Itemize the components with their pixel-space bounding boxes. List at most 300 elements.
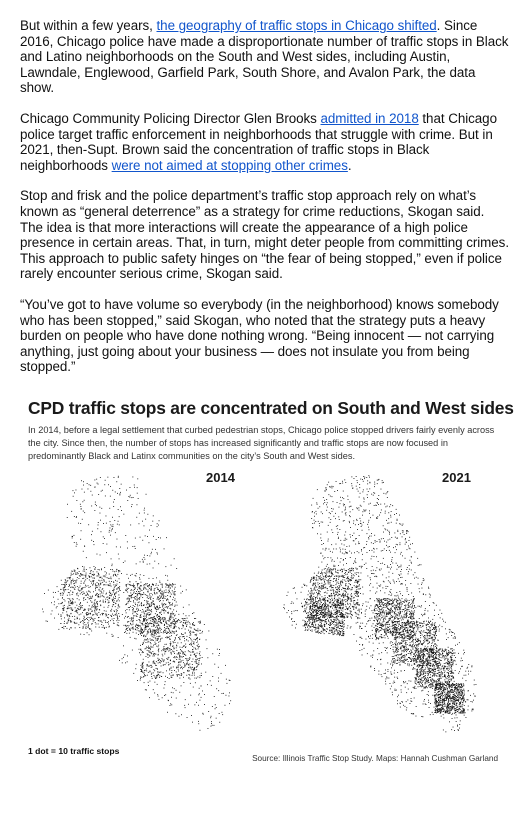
map-dot (138, 625, 139, 626)
map-dot (90, 586, 91, 587)
map-dot (317, 589, 318, 590)
map-dot (226, 679, 227, 680)
map-dot (173, 692, 174, 693)
map-dot (175, 598, 176, 599)
map-dot (137, 487, 138, 488)
map-dot (158, 651, 159, 652)
map-dot (442, 666, 443, 667)
map-dot (195, 648, 196, 649)
map-dot (433, 648, 434, 649)
paragraph-2-text-c: . (347, 157, 352, 173)
map-dot (430, 632, 431, 633)
map-dot (174, 594, 175, 595)
map-dot (64, 599, 65, 600)
map-dot (182, 591, 183, 592)
map-dot (415, 655, 416, 656)
map-dot (141, 650, 142, 651)
map-dot (157, 627, 158, 628)
map-dot (115, 586, 116, 587)
map-dot (119, 600, 120, 601)
map-dot (189, 651, 190, 652)
map-dot (332, 623, 333, 624)
map-dot (428, 671, 429, 672)
map-dot (180, 639, 181, 640)
map-dot (404, 625, 405, 626)
map-dot (152, 678, 153, 679)
map-dot (420, 668, 421, 669)
map-dot (176, 667, 177, 668)
map-dot (352, 578, 353, 579)
map-dot (144, 629, 145, 630)
map-dot (71, 583, 72, 584)
map-dot (83, 623, 84, 624)
map-dot (221, 673, 222, 674)
map-dot (95, 603, 96, 604)
map-dot (291, 601, 292, 602)
paragraph-2-text-b: that Chicago police target traffic enforcement in neighborhoods that struggle with crime. But in 2021, then-Supt. Brown said the concentration of traffic stops in Black neighborhoods (20, 110, 497, 173)
map-dot (165, 587, 166, 588)
map-dot (154, 622, 155, 623)
map-dot (185, 622, 186, 623)
map-dot (438, 626, 439, 627)
map-dot (348, 599, 349, 600)
map-dot (112, 634, 113, 635)
link-not-aimed-at-crimes[interactable]: were not aimed at stopping other crimes (111, 157, 348, 173)
map-dot (333, 549, 334, 550)
map-dot (84, 500, 85, 501)
map-dot (125, 625, 126, 626)
map-dot (410, 548, 411, 549)
map-dot (310, 582, 311, 583)
map-dot (312, 608, 313, 609)
map-dot (86, 573, 87, 574)
map-dot (439, 691, 440, 692)
map-dot (420, 685, 421, 686)
map-dot (132, 613, 133, 614)
map-dot (102, 595, 103, 596)
map-dot (171, 697, 172, 698)
map-dot (360, 637, 361, 638)
map-dot (103, 613, 104, 614)
map-dot (337, 603, 338, 604)
map-dot (85, 619, 86, 620)
map-dot (166, 592, 167, 593)
map-dot (440, 709, 441, 710)
map-dot (396, 642, 397, 643)
map-dot (397, 609, 398, 610)
map-dot (76, 517, 77, 518)
map-dot (84, 571, 85, 572)
map-dot (81, 607, 82, 608)
map-dot (71, 613, 72, 614)
map-dot (376, 615, 377, 616)
map-dot (200, 630, 201, 631)
map-dot (199, 639, 200, 640)
map-dot (309, 600, 310, 601)
map-dot (336, 601, 337, 602)
map-dot (157, 625, 158, 626)
map-dot (197, 677, 198, 678)
map-dot (95, 609, 96, 610)
map-dot (451, 701, 452, 702)
map-dot (125, 535, 126, 536)
map-dot (448, 650, 449, 651)
map-dot (87, 602, 88, 603)
map-dot (158, 638, 159, 639)
map-dot (71, 511, 72, 512)
map-dot (452, 632, 453, 633)
map-dot (153, 601, 154, 602)
map-dot (185, 644, 186, 645)
map-dot (447, 676, 448, 677)
map-dot (70, 600, 71, 601)
map-dot (141, 623, 142, 624)
map-dot (135, 538, 136, 539)
map-dot (124, 632, 125, 633)
map-dot (428, 624, 429, 625)
map-dot (173, 661, 174, 662)
map-dot (76, 581, 77, 582)
map-dot (444, 666, 445, 667)
map-dot (126, 584, 127, 585)
map-dot (411, 599, 412, 600)
map-dot (196, 660, 197, 661)
map-dot (423, 658, 424, 659)
map-dot (165, 618, 166, 619)
map-dot (157, 636, 158, 637)
map-dot (382, 550, 383, 551)
map-dot (110, 535, 111, 536)
map-dot (182, 652, 183, 653)
map-dot (338, 587, 339, 588)
map-dot (77, 598, 78, 599)
map-dot (79, 604, 80, 605)
map-dot (118, 608, 119, 609)
map-dot (306, 585, 307, 586)
map-dot (449, 710, 450, 711)
map-dot (133, 618, 134, 619)
map-dot (84, 624, 85, 625)
map-dot (151, 673, 152, 674)
map-dot (408, 546, 409, 547)
map-dot (166, 670, 167, 671)
map-dot (446, 633, 447, 634)
map-dot (116, 611, 117, 612)
map-dot (83, 551, 84, 552)
map-dot (383, 538, 384, 539)
map-dot (406, 646, 407, 647)
map-dot (455, 657, 456, 658)
map-dot (181, 662, 182, 663)
map-dot (119, 558, 120, 559)
map-dot (165, 604, 166, 605)
map-dot (105, 575, 106, 576)
map-dot (211, 723, 212, 724)
map-dot (147, 633, 148, 634)
map-dot (158, 663, 159, 664)
map-dot (195, 656, 196, 657)
map-dot (422, 626, 423, 627)
map-dot (128, 584, 129, 585)
map-dot (108, 621, 109, 622)
map-dot (61, 603, 62, 604)
map-dot (149, 656, 150, 657)
map-dot (163, 621, 164, 622)
map-dot (182, 647, 183, 648)
map-dot (75, 574, 76, 575)
map-dot (432, 688, 433, 689)
map-dot (408, 653, 409, 654)
map-dot (154, 670, 155, 671)
map-dot (51, 602, 52, 603)
map-dot (115, 614, 116, 615)
map-dot (94, 510, 95, 511)
map-dot (167, 598, 168, 599)
map-dot (216, 688, 217, 689)
map-dot (449, 665, 450, 666)
map-dot (168, 612, 169, 613)
map-dot (179, 638, 180, 639)
map-dot (150, 618, 151, 619)
map-dot (175, 615, 176, 616)
map-dot (316, 592, 317, 593)
map-dot (158, 618, 159, 619)
map-dot (359, 484, 360, 485)
map-dot (406, 692, 407, 693)
map-dot (106, 516, 107, 517)
map-dot (149, 563, 150, 564)
map-dot (359, 604, 360, 605)
map-dot (133, 612, 134, 613)
map-dot (111, 595, 112, 596)
map-dot (84, 622, 85, 623)
map-dot (103, 620, 104, 621)
map-dot (100, 584, 101, 585)
map-dot (193, 642, 194, 643)
map-dot (168, 658, 169, 659)
map-dot (103, 596, 104, 597)
map-dot (335, 513, 336, 514)
map-dot (397, 650, 398, 651)
map-dot (149, 662, 150, 663)
map-dot (358, 593, 359, 594)
map-dot (192, 661, 193, 662)
map-dot (460, 707, 461, 708)
map-dot (402, 624, 403, 625)
map-dot (182, 668, 183, 669)
map-dot (405, 610, 406, 611)
map-dot (163, 648, 164, 649)
map-dot (227, 683, 228, 684)
map-dot (148, 604, 149, 605)
map-dot (367, 497, 368, 498)
map-dot (106, 597, 107, 598)
map-dot (344, 626, 345, 627)
map-dot (84, 567, 85, 568)
map-dot (72, 592, 73, 593)
map-dot (153, 603, 154, 604)
map-dot (417, 625, 418, 626)
map-dot (380, 630, 381, 631)
map-dot (147, 613, 148, 614)
map-dot (407, 609, 408, 610)
map-dot (416, 646, 417, 647)
map-dot (94, 607, 95, 608)
map-dot (147, 591, 148, 592)
map-dot (343, 505, 344, 506)
map-dot (458, 673, 459, 674)
map-dot (77, 586, 78, 587)
map-dot (199, 693, 200, 694)
map-dot (77, 544, 78, 545)
map-dot (185, 618, 186, 619)
map-dot (374, 484, 375, 485)
map-dot (170, 703, 171, 704)
map-dot (81, 592, 82, 593)
map-dot (136, 624, 137, 625)
map-dot (165, 611, 166, 612)
map-dot (172, 622, 173, 623)
map-dot (78, 589, 79, 590)
map-dot (217, 649, 218, 650)
map-dot (118, 509, 119, 510)
map-dot (174, 656, 175, 657)
map-dot (189, 659, 190, 660)
map-dot (322, 556, 323, 557)
map-dot (147, 614, 148, 615)
map-dot (322, 513, 323, 514)
map-dot (65, 601, 66, 602)
map-dot (326, 489, 327, 490)
map-dot (160, 628, 161, 629)
map-dot (97, 576, 98, 577)
map-dot (412, 621, 413, 622)
map-dot (164, 627, 165, 628)
map-dot (66, 611, 67, 612)
map-dot (342, 620, 343, 621)
map-dot (331, 601, 332, 602)
map-dot (190, 652, 191, 653)
map-dot (118, 587, 119, 588)
map-dot (106, 584, 107, 585)
map-dot (84, 620, 85, 621)
map-dot (332, 532, 333, 533)
map-dot (81, 581, 82, 582)
map-dot (211, 721, 212, 722)
map-dot (168, 637, 169, 638)
map-dot (190, 633, 191, 634)
map-dot (186, 615, 187, 616)
map-dot (363, 481, 364, 482)
map-dot (184, 664, 185, 665)
map-dot (400, 554, 401, 555)
map-dot (181, 685, 182, 686)
map-dot (146, 648, 147, 649)
map-dot (169, 638, 170, 639)
map-dot (158, 654, 159, 655)
map-dot (381, 609, 382, 610)
map-dot (100, 577, 101, 578)
map-dot (139, 652, 140, 653)
map-dot (428, 700, 429, 701)
map-dot (127, 592, 128, 593)
map-dot (161, 622, 162, 623)
map-dot (113, 502, 114, 503)
map-dot (90, 614, 91, 615)
map-dot (115, 603, 116, 604)
map-dot (148, 607, 149, 608)
map-dot (151, 653, 152, 654)
map-dot (177, 654, 178, 655)
map-dot (392, 692, 393, 693)
map-dot (412, 612, 413, 613)
map-dot (178, 664, 179, 665)
map-dot (177, 667, 178, 668)
map-dot (307, 627, 308, 628)
map-dot (97, 593, 98, 594)
map-dot (414, 624, 415, 625)
map-dot (161, 632, 162, 633)
map-dot (139, 602, 140, 603)
map-dot (308, 594, 309, 595)
map-dot (201, 664, 202, 665)
map-dot (197, 663, 198, 664)
map-dot (122, 658, 123, 659)
map-dot (98, 594, 99, 595)
map-dot (83, 628, 84, 629)
map-dot (392, 601, 393, 602)
map-dot (161, 612, 162, 613)
map-dot (192, 641, 193, 642)
map-dot (133, 602, 134, 603)
map-dot (394, 681, 395, 682)
map-dot (158, 625, 159, 626)
link-geography-of-stops[interactable]: the geography of traffic stops in Chicago shifted (156, 18, 437, 33)
map-dot (136, 664, 137, 665)
map-dot (62, 595, 63, 596)
map-dot (153, 626, 154, 627)
map-dot (153, 637, 154, 638)
map-dot (397, 614, 398, 615)
map-dot (144, 674, 145, 675)
map-dot (115, 492, 116, 493)
map-dot (196, 669, 197, 670)
map-dot (116, 585, 117, 586)
map-dot (194, 669, 195, 670)
map-dot (212, 653, 213, 654)
map-dot (95, 502, 96, 503)
map-dot (357, 618, 358, 619)
map-dot (355, 538, 356, 539)
map-dot (140, 645, 141, 646)
link-admitted-2018[interactable]: admitted in 2018 (320, 110, 419, 126)
map-dot (117, 615, 118, 616)
map-dot (144, 682, 145, 683)
map-dot (431, 656, 432, 657)
map-dot (188, 678, 189, 679)
map-dot (432, 675, 433, 676)
map-dot (151, 602, 152, 603)
map-dot (69, 599, 70, 600)
map-dot (135, 548, 136, 549)
map-dot (168, 620, 169, 621)
map-dot (179, 656, 180, 657)
map-dot (148, 646, 149, 647)
map-dot (72, 587, 73, 588)
map-dot (105, 571, 106, 572)
map-dot (63, 590, 64, 591)
map-dot (331, 595, 332, 596)
